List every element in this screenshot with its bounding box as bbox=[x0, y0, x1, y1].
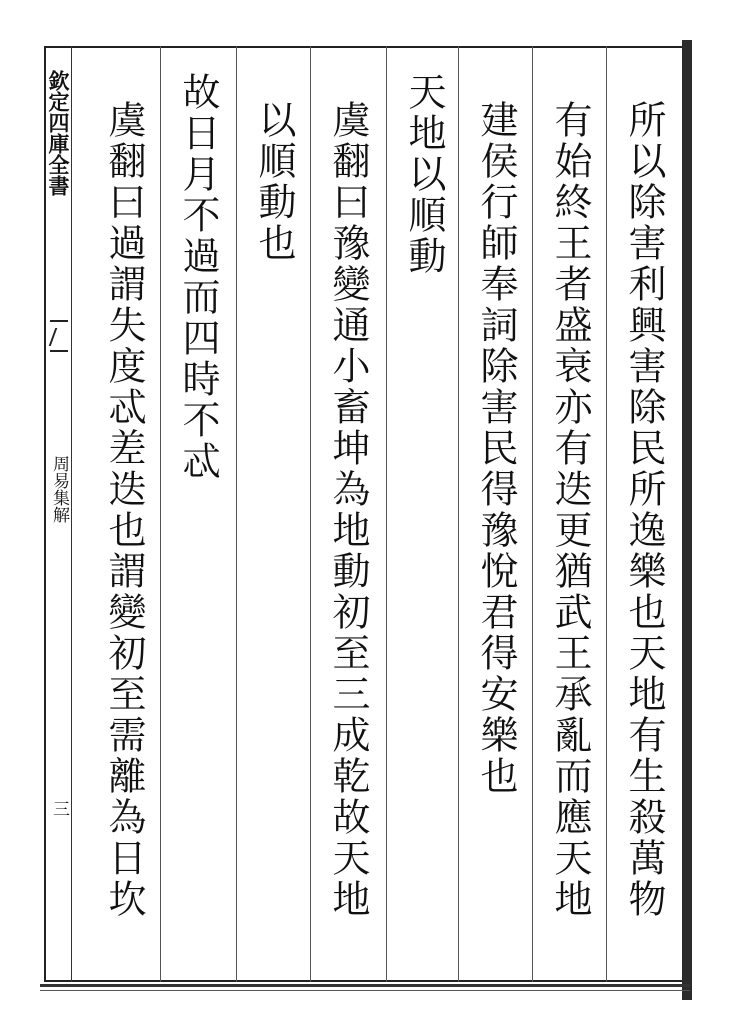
text-column-1: 所以除害利興害除民所逸樂也天地有生殺萬物 bbox=[622, 100, 666, 920]
text-column-3: 建侯行師奉詞除害民得豫悅君得安樂也 bbox=[474, 100, 518, 797]
text-column-8: 虞翻曰過謂失度忒差迭也謂變初至需離為日坎 bbox=[102, 100, 146, 920]
text-column-2: 有始終王者盛衰亦有迭更猶武王承亂而應天地 bbox=[548, 100, 592, 920]
margin-book-name: 周易集解 bbox=[49, 455, 69, 523]
column-rule bbox=[606, 46, 607, 982]
text-column-4: 天地以順動 bbox=[402, 72, 446, 277]
column-rule bbox=[532, 46, 533, 982]
margin-book-title: 欽定四庫全書 bbox=[46, 70, 71, 196]
text-column-6: 以順動也 bbox=[252, 100, 296, 264]
column-rule bbox=[236, 46, 237, 982]
text-column-7: 故日月不過而四時不忒 bbox=[176, 72, 220, 482]
column-rule bbox=[160, 46, 161, 982]
column-rule bbox=[458, 46, 459, 982]
page-edge bbox=[682, 40, 692, 1000]
column-rule bbox=[386, 46, 387, 982]
column-rule bbox=[310, 46, 311, 982]
fishtail-mark-icon bbox=[50, 320, 68, 352]
bottom-rule-thin bbox=[40, 990, 690, 991]
bottom-rule bbox=[40, 984, 690, 987]
margin-leaf-number: 三 bbox=[49, 800, 69, 817]
text-column-5: 虞翻曰豫變通小畜坤為地動初至三成乾故天地 bbox=[326, 100, 370, 920]
